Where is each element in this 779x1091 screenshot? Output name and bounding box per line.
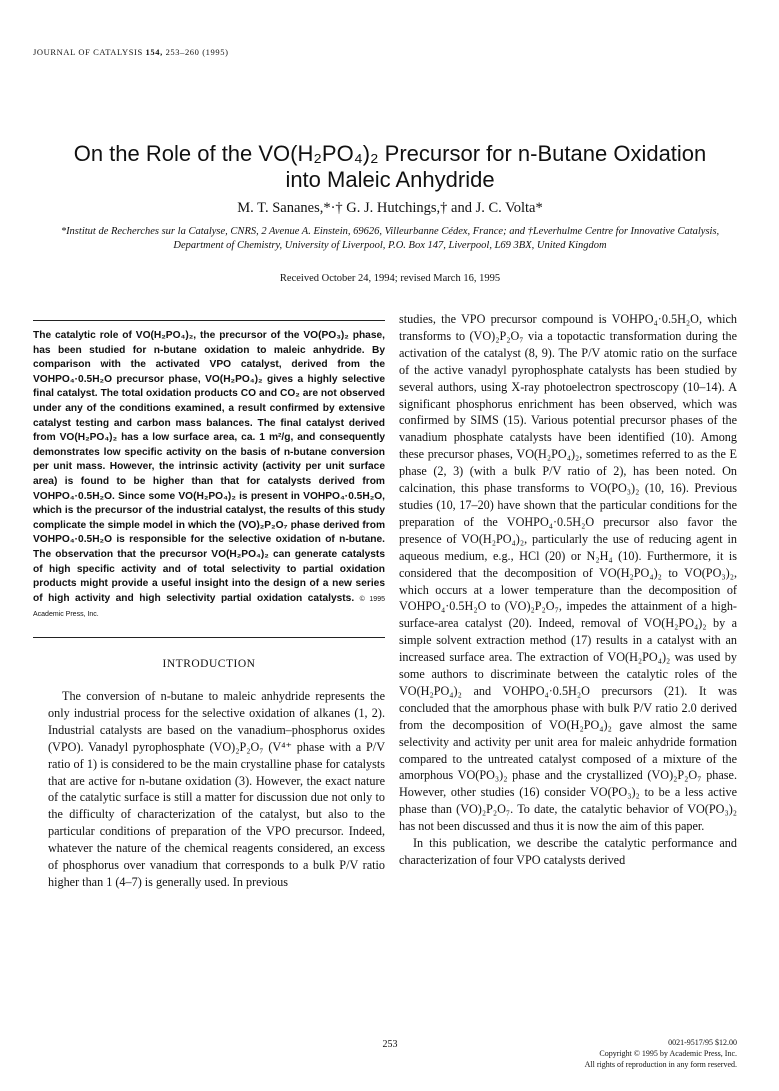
abstract-top-rule [33, 320, 385, 321]
body-column-right [399, 311, 737, 869]
article-title [40, 141, 740, 193]
journal-pages: 253–260 (1995) [165, 47, 229, 57]
title-line-2: into Maleic Anhydride [285, 167, 495, 192]
abstract-copyright: © 1995 Academic Press, Inc. [33, 595, 385, 619]
abstract-text: The catalytic role of VO(H₂PO₄)₂, the precursor of the VO(PO₃)₂ phase, has been studied for n-butane oxidation to maleic anhydride. By comparison with the activated VPO catalyst, derived from the VOHPO₄·0.5H₂O precursor phase, VO(H₂PO₄)₂ gives a highly selective final catalyst. The total oxidation products CO and CO₂ are not observed under any of the conditions examined, a result confirmed by extensive catalyst testing and carbon mass balances. The final catalyst derived from VO(H₂PO₄)₂ has a low surface area, ca. 1 m²/g, and consequently demonstrates low specific activity on the basis of n-butane conversion per unit mass. However, the intrinsic activity (activity per unit surface area) is found to be higher than that for catalysts derived from VOHPO₄·0.5H₂O. Since some VO(H₂PO₄)₂ is present in VOHPO₄·0.5H₂O, which is the precursor of the industrial catalyst, the results of this study complicate the simple model in which the (VO)₂P₂O₇ phase derived from VOHPO₄·0.5H₂O is responsible for the selective oxidation of n-butane. The observation that the precursor VO(H₂PO₄)₂ can generate catalysts of high specific activity and of total selectivity to partial oxidation products might provide a useful insight into the design of a new series of high activity and high selectivity partial oxidation catalysts. [33, 330, 385, 604]
abstract [33, 329, 385, 623]
paragraph: In this publication, we describe the catalytic performance and characterization of four VPO catalysts derived [399, 836, 737, 867]
paragraph: The conversion of n-butane to maleic anhydride represents the only industrial process for the selective oxidation of alkanes (1, 2). Industrial catalysts are based on the vanadium–phosphorus oxides (VPO). Vanadyl pyrophosphate (VO)₂P₂O₇ (V⁴⁺ phase with a P/V ratio of 1) is considered to be the main crystalline phase for catalysts that are active for n-butane oxidation (3). However, the exact nature of the catalytic surface is still a matter for discussion due not only to the difficulty of characterization of the catalyst, but also to the particular conditions of preparation of the VPO precursor. Indeed, whatever the nature of the chemical reagents considered, an excess of phosphorus over vanadium that corresponds to a bulk P/V ratio higher than 1 (4–7) is generally used. In previous [48, 689, 385, 889]
title-line-1: On the Role of the VO(H₂PO₄)₂ Precursor for n-Butane Oxidation [73, 141, 707, 166]
article-code: 0021-9517/95 $12.00 [668, 1038, 737, 1047]
journal-volume: 154, [145, 47, 163, 57]
rights-line: All rights of reproduction in any form reserved. [584, 1060, 737, 1069]
journal-header [33, 47, 229, 57]
copyright-footer [585, 1037, 737, 1070]
journal-name: JOURNAL OF CATALYSIS [33, 47, 143, 57]
author-list: M. T. Sananes,*·† G. J. Hutchings,† and J. C. Volta* [237, 200, 543, 216]
paragraph: studies, the VPO precursor compound is VOHPO₄·0.5H₂O, which transforms to (VO)₂P₂O₇ via a topotactic transformation during the activation of the catalyst (8, 9). The P/V atomic ratio on the surface of the active vanadyl pyrophosphate catalysts has been studied by several authors, using X-ray photoelectron spectroscopy (10–14). A significant phosphorus enrichment has been observed, which was confirmed by SIMS (15). Various potential precursor phases of the vanadium phosphate catalysts have been identified (10). Among these precursor phases, VO(H₂PO₄)₂, sometimes referred to as the E phase (2, 3) (with a bulk P/V ratio of 2), has been noted. On calcination, this phase transforms to VO(PO₃)₂ (10, 16). Previous studies (10, 17–20) have shown that the particular conditions for the preparation of the VOHPO₄·0.5H₂O precursor also favor the presence of VO(H₂PO₄)₂, particularly the use of reducing agent in aqueous medium, e.g., HCl (20) or N₂H₄ (10). Furthermore, it is considered that the decomposition of VO(H₂PO₄)₂ to VO(PO₃)₂, which occurs at a lower temperature than the decomposition of VOHPO₄·0.5H₂O to (VO)₂P₂O₇, impedes the attainment of a high-surface-area catalyst (20). Indeed, removal of VO(H₂PO₄)₂ by a simple solvent extraction method (17) results in a catalyst with an increased surface area. The extraction of VO(H₂PO₄)₂ was used by some authors to discriminate between the catalytic roles of the VO(H₂PO₄)₂ and VOHPO₄·0.5H₂O precursors (21). It was concluded that the amorphous phase with bulk P/V ratio 2.0 derived from the decomposition of VO(H₂PO₄)₂ gave almost the same selectivity and activity per unit area for maleic anhydride formation compared to the untreated catalyst composed of a mixture of the amorphous VO(PO₃)₂ phase and the crystallized (VO)₂P₂O₇ phase. However, other studies (16) consider VO(PO₃)₂ to be a less active phase than (VO)₂P₂O₇. To date, the catalytic behavior of VO(PO₃)₂ has not been discussed and thus it is now the aim of this paper. [399, 312, 737, 834]
received-dates: Received October 24, 1994; revised March 16, 1995 [279, 273, 501, 284]
affiliations: *Institut de Recherches sur la Catalyse, CNRS, 2 Avenue A. Einstein, 69626, Villeurbanne Cédex, France; and †Leverhulme Centre for Innovative Catalysis, Department of Chemistry, University of Liverpool, P.O. Box 147, Liverpool, L69 3BX, United Kingdom [60, 226, 720, 251]
section-heading-introduction: INTRODUCTION [162, 658, 256, 670]
body-column-left [48, 688, 385, 891]
abstract-bottom-rule [33, 637, 385, 638]
page-number: 253 [382, 1039, 398, 1050]
copyright-line: Copyright © 1995 by Academic Press, Inc. [599, 1049, 737, 1058]
